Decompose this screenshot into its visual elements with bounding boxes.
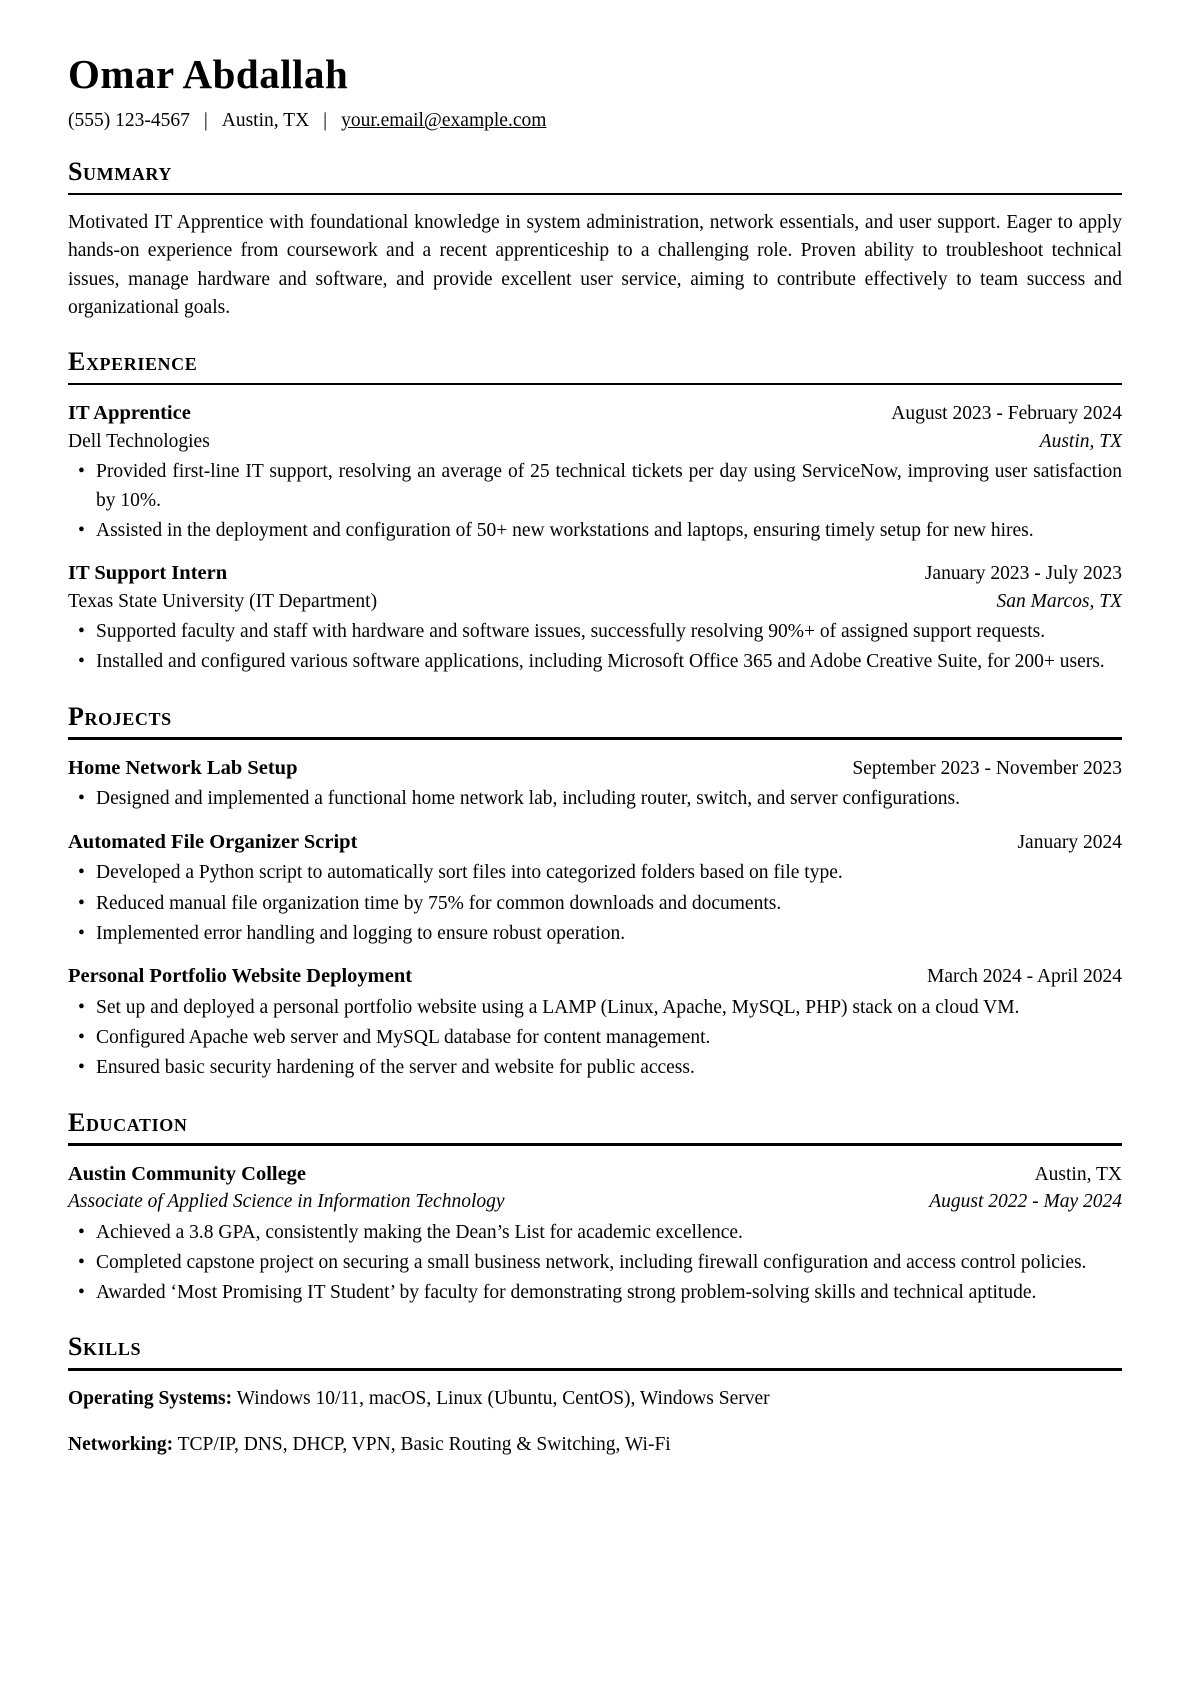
section-title-skills: Skills [68, 1332, 142, 1362]
bullet-item: • Installed and configured various software applications, including Microsoft Office 365 and Adobe Creative Suite, for 200+ users. [68, 648, 1122, 676]
project-dates: September 2023 - November 2023 [852, 757, 1122, 779]
job-title: IT Apprentice [68, 402, 191, 425]
separator-bar: | [323, 110, 328, 131]
bullet-item: • Awarded ‘Most Promising IT Student’ by faculty for demonstrating strong problem-solving skills and technical aptitude. [68, 1279, 1122, 1307]
project-title: Home Network Lab Setup [68, 756, 298, 779]
entry-header-row [68, 399, 1122, 428]
degree-name: Associate of Applied Science in Information Technology [68, 1191, 505, 1213]
job-location: Austin, TX [1039, 430, 1122, 452]
bullet-list [68, 994, 1122, 1083]
skill-line [68, 1385, 1122, 1413]
job-location: San Marcos, TX [996, 590, 1122, 612]
school-location: Austin, TX [1034, 1163, 1122, 1185]
bullet-item: • Developed a Python script to automatically sort files into categorized folders based on file type. [68, 859, 1122, 887]
bullet-list [68, 859, 1122, 948]
bullet-list [68, 458, 1122, 545]
section-title-experience: Experience [68, 347, 198, 377]
employer-name: Texas State University (IT Department) [68, 590, 378, 612]
section-rule [68, 193, 1122, 196]
bullet-item: • Completed capstone project on securing a small business network, including firewall configuration and access control policies. [68, 1249, 1122, 1277]
skill-category-label: Networking: [68, 1433, 174, 1455]
section-rule [68, 1143, 1122, 1146]
project-entry [68, 828, 1122, 948]
project-title: Automated File Organizer Script [68, 830, 358, 853]
bullet-item: • Assisted in the deployment and configuration of 50+ new workstations and laptops, ensuring timely setup for new hires. [68, 517, 1122, 545]
bullet-item: • Configured Apache web server and MySQL database for content management. [68, 1024, 1122, 1052]
section-education [68, 1109, 1122, 1308]
school-name: Austin Community College [68, 1162, 307, 1185]
location-text: Austin, TX [221, 110, 310, 131]
bullet-item: • Provided first-line IT support, resolving an average of 25 technical tickets per day using ServiceNow, improving user satisfaction by 10%. [68, 458, 1122, 515]
project-dates: January 2024 [1017, 831, 1122, 853]
skill-values: Windows 10/11, macOS, Linux (Ubuntu, CentOS), Windows Server [232, 1387, 770, 1409]
section-rule [68, 737, 1122, 740]
education-dates: August 2022 - May 2024 [929, 1191, 1122, 1213]
summary-text: Motivated IT Apprentice with foundational knowledge in system administration, network essentials, and user support. Eager to apply hands-on experience from coursework and a recent apprenticeship to a challenging role. Proven ability to troubleshoot technical issues, manage hardware and software, and provide excellent user service, aiming to contribute effectively to team success and organizational goals. [68, 212, 1122, 318]
skill-line [68, 1431, 1122, 1459]
project-entry [68, 962, 1122, 1082]
project-entry [68, 754, 1122, 814]
section-title-projects: Projects [68, 701, 172, 731]
section-projects [68, 703, 1122, 1083]
project-title: Personal Portfolio Website Deployment [68, 965, 413, 988]
employer-name: Dell Technologies [68, 430, 210, 452]
bullet-list [68, 1219, 1122, 1308]
skill-category-label: Operating Systems: [68, 1387, 233, 1409]
section-title-summary: Summary [68, 157, 173, 186]
entry-subheader-row [68, 588, 1122, 615]
bullet-list [68, 618, 1122, 677]
project-dates: March 2024 - April 2024 [927, 966, 1122, 988]
section-rule [68, 1368, 1122, 1371]
skill-values: TCP/IP, DNS, DHCP, VPN, Basic Routing & Switching, Wi-Fi [173, 1433, 671, 1455]
email-link[interactable]: your.email@example.com [341, 110, 547, 131]
job-title: IT Support Intern [68, 562, 228, 585]
section-summary [68, 158, 1122, 322]
bullet-item: • Achieved a 3.8 GPA, consistently making the Dean’s List for academic excellence. [68, 1219, 1122, 1247]
bullet-item: • Set up and deployed a personal portfolio website using a LAMP (Linux, Apache, MySQL, PHP) stack on a cloud VM. [68, 994, 1122, 1022]
entry-header-row [68, 754, 1122, 783]
experience-entry [68, 559, 1122, 677]
bullet-list [68, 785, 1122, 813]
contact-line [68, 110, 1122, 132]
section-experience [68, 348, 1122, 676]
section-title-education: Education [68, 1107, 188, 1137]
entry-header-row [68, 962, 1122, 991]
entry-subheader-row [68, 1188, 1122, 1215]
experience-entry [68, 399, 1122, 545]
bullet-item: • Implemented error handling and logging to ensure robust operation. [68, 920, 1122, 948]
entry-header-row [68, 828, 1122, 857]
job-dates: August 2023 - February 2024 [891, 403, 1122, 425]
entry-header-row [68, 559, 1122, 588]
bullet-item: • Reduced manual file organization time by 75% for common downloads and documents. [68, 890, 1122, 918]
resume-header [68, 50, 1122, 132]
separator-bar: | [203, 110, 208, 131]
phone-number: (555) 123-4567 [68, 110, 190, 131]
job-dates: January 2023 - July 2023 [924, 563, 1122, 585]
bullet-item: • Supported faculty and staff with hardware and software issues, successfully resolving 90%+ of assigned support requests. [68, 618, 1122, 646]
section-rule [68, 383, 1122, 386]
candidate-name: Omar Abdallah [68, 51, 349, 97]
bullet-item: • Ensured basic security hardening of the server and website for public access. [68, 1054, 1122, 1082]
education-entry [68, 1160, 1122, 1308]
section-skills [68, 1333, 1122, 1459]
entry-header-row [68, 1160, 1122, 1189]
entry-subheader-row [68, 428, 1122, 455]
bullet-item: • Designed and implemented a functional home network lab, including router, switch, and server configurations. [68, 785, 1122, 813]
